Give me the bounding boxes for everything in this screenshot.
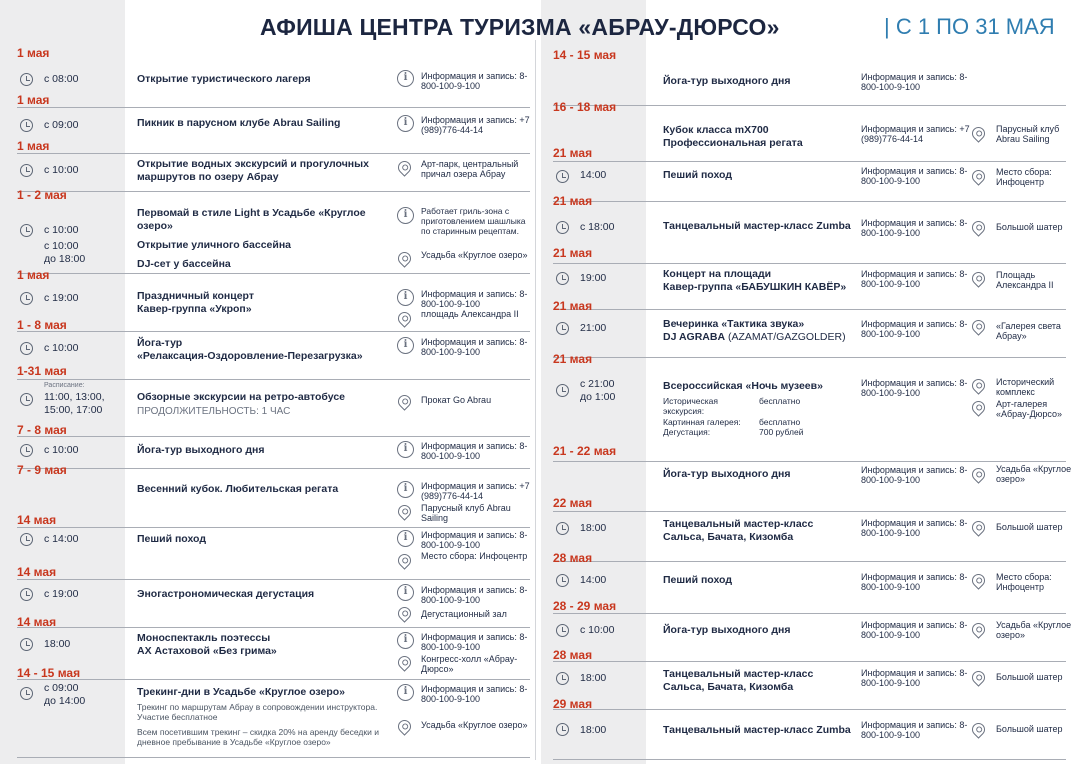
event-time-line: до 14:00	[44, 695, 86, 708]
clock-icon	[556, 522, 569, 535]
event-info: Информация и запись: 8-800-100-9-100	[861, 166, 968, 187]
event-title-line: Вечеринка «Тактика звука»	[663, 318, 805, 330]
clock-icon	[20, 119, 33, 132]
event-title: Йога-тур выходного дня	[663, 468, 791, 480]
event-place: площадь Александра II	[421, 309, 519, 319]
event-title-line: Сальса, Бачата, Кизомба	[663, 531, 794, 544]
event-info: Информация и запись: 8-800-100-9-100	[421, 441, 528, 462]
event-place: Парусный клуб Abrau Sailing	[996, 124, 1060, 145]
event-date: 28 мая	[553, 551, 593, 565]
event-info: Информация и запись: 8-800-100-9-100	[421, 71, 528, 92]
event-info: Информация и запись: 8-800-100-9-100	[861, 378, 968, 399]
event-date: 21 - 22 мая	[553, 444, 617, 458]
info-icon: i	[397, 337, 414, 354]
clock-icon	[20, 224, 33, 237]
event-info: Информация и запись: 8-800-100-9-100	[421, 530, 528, 551]
event-title	[663, 124, 873, 150]
event-row	[17, 108, 530, 154]
event-time-line: с 21:00	[580, 378, 615, 390]
event-place: Арт-галерея «Абрау-Дюрсо»	[996, 399, 1063, 420]
event-info: Информация и запись: 8-800-100-9-100	[861, 620, 968, 641]
clock-icon	[20, 292, 33, 305]
clock-icon	[556, 221, 569, 234]
info-icon: i	[397, 289, 414, 306]
event-time: 18:00	[580, 672, 607, 684]
location-pin-icon	[395, 653, 413, 671]
event-title	[663, 268, 873, 294]
event-date: 14 мая	[17, 565, 57, 579]
location-pin-icon	[395, 392, 413, 410]
event-time: 21:00	[580, 322, 607, 334]
event-row	[17, 478, 530, 528]
clock-icon	[556, 574, 569, 587]
info-icon: i	[397, 441, 414, 458]
event-row	[17, 332, 530, 380]
info-icon: i	[397, 481, 414, 498]
price-label: Дегустация:	[663, 426, 711, 437]
event-date: 7 - 8 мая	[17, 423, 67, 437]
event-title: Танцевальный мастер-класс Zumba	[663, 220, 851, 232]
event-date: 1 мая	[17, 46, 50, 60]
event-info: Информация и запись: 8-800-100-9-100	[421, 585, 528, 606]
clock-icon	[556, 672, 569, 685]
event-info: Информация и запись: 8-800-100-9-100	[861, 720, 968, 741]
event-title-line: Открытие уличного бассейна	[137, 239, 292, 252]
event-row	[553, 614, 1072, 662]
info-icon: i	[397, 530, 414, 547]
event-title-line: Праздничный концерт	[137, 290, 254, 302]
event-row	[553, 58, 1066, 106]
event-time: с 14:00	[44, 533, 79, 545]
event-place: Место сбора: Инфоцентр	[996, 572, 1052, 593]
event-info: Информация и запись: 8-800-100-9-100	[861, 518, 968, 539]
event-date: 1-31 мая	[17, 364, 67, 378]
location-pin-icon	[395, 502, 413, 520]
event-time: с 10:00	[580, 624, 615, 636]
location-pin-icon	[969, 398, 987, 416]
event-place: Большой шатер	[996, 522, 1063, 532]
event-title	[137, 207, 395, 272]
event-row	[553, 209, 1066, 264]
event-note: Трекинг по маршрутам Абрау в сопровождении инструктора. Участие бесплатное	[137, 702, 378, 723]
event-row	[17, 628, 530, 680]
clock-icon	[20, 393, 33, 406]
event-date: 14 - 15 мая	[17, 666, 81, 680]
event-title	[663, 318, 863, 344]
event-row	[553, 370, 1066, 462]
event-row	[17, 528, 530, 580]
event-date: 21 мая	[553, 299, 593, 313]
event-title-line: Моноспектакль поэтессы	[137, 632, 271, 644]
event-place: Большой шатер	[996, 672, 1063, 682]
event-place: Конгресс-холл «Абрау-Дюрсо»	[421, 654, 518, 675]
clock-icon	[556, 322, 569, 335]
event-title-line: Танцевальный мастер-класс	[663, 518, 814, 530]
event-row	[553, 310, 1066, 358]
dj-name: DJ AGRABA	[663, 331, 726, 344]
event-place: Усадьба «Круглое озеро»	[996, 464, 1072, 485]
event-time: 18:00	[44, 638, 71, 650]
event-title: Пикник в парусном клубе Abrau Sailing	[137, 117, 341, 129]
event-place: Место сбора: Инфоцентр	[996, 167, 1052, 188]
event-info: Информация и запись: 8-800-100-9-100	[421, 632, 528, 653]
event-info: Информация и запись: 8-800-100-9-100	[861, 465, 968, 486]
event-time: с 09:00	[44, 119, 79, 131]
event-date: 1 - 2 мая	[17, 188, 67, 202]
clock-icon	[556, 723, 569, 736]
price-label: Картинная галерея:	[663, 416, 741, 427]
event-title: Йога-тур выходного дня	[137, 444, 265, 456]
event-title-line: Кубок класса mX700	[663, 124, 769, 136]
event-date: 14 - 15 мая	[553, 48, 617, 62]
event-title-line: Кавер-группа «БАБУШКИН КАВЁР»	[663, 281, 847, 294]
info-icon: i	[397, 684, 414, 701]
event-title-line: Трекинг-дни в Усадьбе «Круглое озеро»	[137, 686, 346, 698]
event-time	[44, 682, 85, 708]
info-icon: i	[397, 115, 414, 132]
event-place: Арт-парк, центральный причал озера Абрау	[421, 159, 519, 180]
clock-icon	[20, 588, 33, 601]
event-date: 28 мая	[553, 648, 593, 662]
event-date: 29 мая	[553, 697, 593, 711]
price-list	[663, 396, 873, 437]
event-date: 1 мая	[17, 268, 50, 282]
event-title: Открытие туристического лагеря	[137, 73, 311, 85]
clock-icon	[20, 342, 33, 355]
event-time: 14:00	[580, 574, 607, 586]
event-title: Пеший поход	[663, 574, 732, 586]
info-icon: i	[397, 70, 414, 87]
event-place: Усадьба «Круглое озеро»	[421, 250, 528, 260]
event-date: 22 мая	[553, 496, 593, 510]
event-title	[137, 337, 395, 363]
event-date: 14 мая	[17, 513, 57, 527]
price-value: бесплатно	[759, 396, 801, 407]
event-date: 1 - 8 мая	[17, 318, 67, 332]
event-title-line: Йога-тур	[137, 337, 183, 349]
event-time-line: с 09:00	[44, 682, 79, 694]
event-time: с 08:00	[44, 73, 79, 85]
event-time-line: до 1:00	[580, 391, 616, 404]
event-row	[553, 264, 1066, 310]
period-label: | С 1 ПО 31 МАЯ	[884, 14, 1055, 39]
event-info: Информация и запись: +7 (989)776-44-14	[421, 481, 530, 502]
event-time	[44, 224, 88, 266]
event-info: Информация и запись: 8-800-100-9-100	[861, 218, 968, 239]
event-title	[663, 518, 873, 544]
event-title-line: Танцевальный мастер-класс	[663, 668, 814, 680]
event-date: 1 мая	[17, 139, 50, 153]
event-title-line: «Релаксация-Оздоровление-Перезагрузка»	[137, 350, 363, 363]
event-row	[553, 116, 1066, 162]
event-place: Парусный клуб Abrau Sailing	[421, 503, 511, 524]
price-value: 700 рублей	[759, 426, 804, 437]
event-info: Информация и запись: +7 (989)776-44-14	[861, 124, 970, 145]
event-row	[553, 460, 1072, 512]
event-time: 18:00	[580, 724, 607, 736]
event-info: Информация и запись: 8-800-100-9-100	[421, 289, 528, 310]
clock-icon	[20, 687, 33, 700]
event-title: Пеший поход	[663, 169, 732, 181]
event-place: Большой шатер	[996, 222, 1063, 232]
event-title	[137, 632, 395, 658]
event-time	[580, 378, 615, 404]
info-icon: i	[397, 632, 414, 649]
location-pin-icon	[395, 309, 413, 327]
clock-icon	[556, 384, 569, 397]
clock-icon	[20, 444, 33, 457]
event-place: Прокат Go Abrau	[421, 395, 492, 405]
event-time: с 10:00	[44, 164, 79, 176]
event-place: Исторический комплекс	[996, 377, 1055, 398]
event-place: Площадь Александра II	[996, 270, 1054, 291]
event-title: Пеший поход	[137, 533, 206, 545]
event-title-line: Кавер-группа «Укроп»	[137, 303, 252, 316]
dj-label: (AZAMAT/GAZGOLDER)	[725, 331, 846, 344]
event-title: Йога-тур выходного дня	[663, 75, 791, 87]
event-time	[44, 382, 105, 417]
event-title-line: Концерт на площади	[663, 268, 772, 280]
event-time: с 10:00	[44, 342, 79, 354]
event-note: Всем посетившим трекинг – скидка 20% на аренду беседки и дневное пребывание в Усадьбе «Круглое озеро»	[137, 726, 379, 747]
event-time: 19:00	[580, 272, 607, 284]
event-place: Усадьба «Круглое озеро»	[996, 620, 1072, 641]
event-title	[137, 686, 399, 747]
event-date: 16 - 18 мая	[553, 100, 617, 114]
event-row	[17, 204, 530, 274]
event-title	[663, 668, 873, 694]
event-row	[17, 580, 530, 628]
event-info: Информация и запись: 8-800-100-9-100	[861, 572, 968, 593]
event-date: 21 мая	[553, 352, 593, 366]
event-row	[17, 154, 530, 192]
event-time: с 10:00	[44, 444, 79, 456]
clock-icon	[556, 624, 569, 637]
event-info: Информация и запись: 8-800-100-9-100	[861, 319, 968, 340]
event-title-line	[663, 331, 863, 344]
event-title-line: Первомай в стиле Light в Усадьбе «Круглое озеро»	[137, 207, 366, 233]
event-row	[17, 62, 530, 108]
event-title: Танцевальный мастер-класс Zumba	[663, 724, 851, 736]
event-place: «Галерея света Абрау»	[996, 321, 1061, 342]
event-row	[17, 286, 530, 332]
event-place: Усадьба «Круглое озеро»	[421, 720, 528, 730]
event-info: Информация и запись: +7 (989)776-44-14	[421, 115, 530, 136]
page-header	[0, 0, 1080, 46]
event-title-line: АХ Астаховой «Без грима»	[137, 645, 277, 658]
event-duration: ПРОДОЛЖИТЕЛЬНОСТЬ: 1 ЧАС	[137, 406, 291, 418]
event-title: Эногастрономическая дегустация	[137, 588, 315, 600]
event-row	[17, 380, 530, 437]
event-time: с 19:00	[44, 588, 79, 600]
event-time-line: 15:00, 17:00	[44, 403, 103, 416]
location-pin-icon	[395, 604, 413, 622]
schedule-label: Расписание:	[44, 382, 85, 389]
price-value: бесплатно	[759, 416, 801, 427]
event-date: 7 - 9 мая	[17, 463, 67, 477]
location-pin-icon	[395, 249, 413, 267]
event-info: Информация и запись: 8-800-100-9-100	[421, 337, 528, 358]
event-time-start: с 10:00	[44, 224, 79, 236]
event-title-line: DJ-сет у бассейна	[137, 258, 231, 271]
event-time-line: 11:00, 13:00,	[44, 390, 105, 403]
event-time-range: с 10:00 до 18:00	[44, 240, 86, 266]
event-title	[137, 290, 395, 316]
event-row	[553, 512, 1066, 562]
event-info: Информация и запись: 8-800-100-9-100	[861, 269, 968, 290]
event-row	[17, 437, 530, 469]
event-date: 14 мая	[17, 615, 57, 629]
event-time: 14:00	[580, 169, 607, 181]
event-date: 21 мая	[553, 146, 593, 160]
event-info: Информация и запись: 8-800-100-9-100	[421, 684, 528, 705]
clock-icon	[556, 272, 569, 285]
clock-icon	[20, 533, 33, 546]
event-title	[137, 391, 395, 418]
clock-icon	[556, 170, 569, 183]
event-title-line: Сальса, Бачата, Кизомба	[663, 681, 794, 694]
location-pin-icon	[395, 551, 413, 569]
event-title: Йога-тур выходного дня	[663, 624, 791, 636]
event-title-line: Профессиональная регата	[663, 137, 803, 150]
info-icon: i	[397, 584, 414, 601]
event-time: с 19:00	[44, 292, 79, 304]
page-title: АФИША ЦЕНТРА ТУРИЗМА «АБРАУ-ДЮРСО»	[260, 14, 780, 40]
price-label: Историческая экскурсия:	[663, 396, 719, 417]
event-date: 28 - 29 мая	[553, 599, 617, 613]
event-date: 21 мая	[553, 194, 593, 208]
event-info: Информация и запись: 8-800-100-9-100	[861, 72, 968, 93]
clock-icon	[20, 164, 33, 177]
event-place: Место сбора: Инфоцентр	[421, 551, 528, 561]
clock-icon	[20, 73, 33, 86]
event-row	[553, 662, 1066, 710]
event-time: с 18:00	[580, 221, 615, 233]
event-place: Большой шатер	[996, 724, 1063, 734]
event-title: Открытие водных экскурсий и прогулочных маршрутов по озеру Абрау	[137, 158, 369, 184]
event-time: 18:00	[580, 522, 607, 534]
event-date: 1 мая	[17, 93, 50, 107]
event-title: Весенний кубок. Любительская регата	[137, 483, 339, 495]
event-title-line: Обзорные экскурсии на ретро-автобусе	[137, 391, 346, 403]
location-pin-icon	[395, 158, 413, 176]
event-place: Дегустационный зал	[421, 609, 507, 619]
clock-icon	[20, 638, 33, 651]
event-row	[553, 712, 1066, 760]
event-row	[553, 566, 1066, 614]
event-title-line: Всероссийская «Ночь музеев»	[663, 380, 823, 392]
event-row	[17, 680, 530, 758]
event-info: Работает гриль-зона с приготовлением шашлыка по старинным рецептам.	[421, 206, 526, 236]
event-title	[663, 380, 873, 437]
info-icon: i	[397, 207, 414, 224]
event-row	[553, 162, 1066, 202]
event-info: Информация и запись: 8-800-100-9-100	[861, 668, 968, 689]
event-date: 21 мая	[553, 246, 593, 260]
